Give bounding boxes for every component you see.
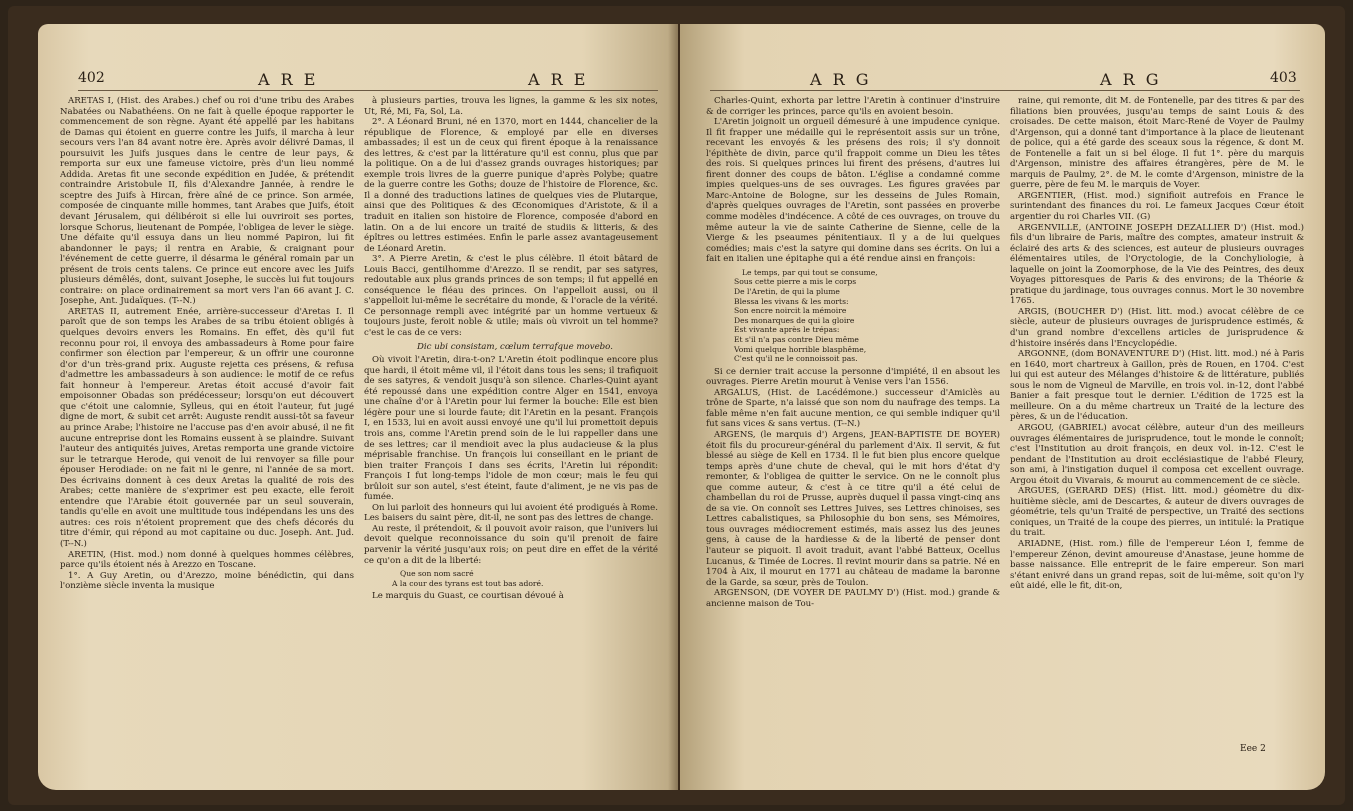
- article-paragraph: 2°. A Léonard Bruni, né en 1370, mort en 1444, chancelier de la république de Florence, & employé par elle en diverses ambassades; il est un de ceux qui firent époque à la renaissance des lettres, & c'est par la littérature qu'il est connu, plus que par la politique. On a de lui d'assez grands ouvrages historiques; par exemple trois livres de la guerre punique d'après Polybe; quatre de la guerre contre les Goths; douze de l'histoire de Florence, &c. Il a donné des traductions latines de quelques vies de Plutarque, ainsi que des Politiques & des Œconomiques d'Aristote, & il a traduit en italien son histoire de Florence, composée d'abord en latin. On a de lui encore un traité de studiis & litteris, & des épîtres ou lettres estimées. Enfin le parle assez avantageusement de Léonard Aretin.: [364, 117, 658, 254]
- article-paragraph: raine, qui remonte, dit M. de Fontenelle, par des titres & par des filiations bien prouvées, jusqu'au temps de saint Louis & des croisades. De cette maison, étoit Marc-René de Voyer de Paulmy d'Argenson, qui a donné tant d'importance à la place de lieutenant de police, qui a été garde des sceaux sous la régence, & dont M. de Fontenelle a fait un si bel éloge. Il fut 1°. père du marquis d'Argenson, ministre des affaires étrangères, père de M. le marquis de Paulmy, 2°. de M. le comte d'Argenson, ministre de la guerre, père de feu M. le marquis de Voyer.: [1010, 96, 1304, 191]
- verse-block: Que son nom sacré A la cour des tyrans est tout bas adoré.: [392, 569, 544, 588]
- left-header-rule: [78, 90, 658, 91]
- right-header-rule: [710, 90, 1300, 91]
- article-paragraph: L'Aretin joignoit un orgueil démesuré à une impudence cynique. Il fit frapper une médaille qui le représentoit assis sur un trône, recevant les envoyés & les présens des rois; il s'y donnoit l'épithète de divin, parce qu'il frappoit comme un Dieu les têtes des rois. Si quelques princes lui firent des présens, d'autres lui firent donner des coups de bâton. L'église a condamné comme impies quelques-uns de ses ouvrages. Les figures gravées par Marc-Antoine de Bologne, sur les desseins de Jules Romain, d'après quelques ouvrages de l'Aretin, sont passées en proverbe comme modèles d'indécence. A côté de ces ouvrages, on trouve du même auteur la vie de sainte Catherine de Sienne, celle de la Vierge & les pseaumes pénitentiaux. Il y a de lui quelques comédies; mais c'est la satyre qui domine dans ses écrits. On lui a fait en italien une épitaphe qui a été rendue ainsi en françois:: [706, 117, 1000, 265]
- article-paragraph: ARETIN, (Hist. mod.) nom donné à quelques hommes célèbres, parce qu'ils étoient nés à Arezzo en Toscane.: [60, 549, 354, 571]
- article-paragraph: à plusieurs parties, trouva les lignes, la gamme & les six notes, Ut, Ré, Mi, Fa, Sol, La.: [364, 96, 658, 117]
- article-paragraph: ARGENS, (le marquis d') Argens, JEAN-BAPTISTE DE BOYER) étoit fils du procureur-général du parlement d'Aix. Il servit, & fut blessé au siège de Kell en 1734. Il le fut bien plus encore quelque temps après d'une chute de cheval, qui le mit hors d'état d'y remonter, & l'obligea de quitter le service. On ne le connoît plus que comme auteur, & c'est à ce titre qu'il a été celui de chambellan du roi de Prusse, auprès duquel il passa vingt-cinq ans de sa vie. On connoît ses Lettres Juives, ses Lettres chinoises, ses Lettres cabalistiques, sa Philosophie du bon sens, ses Mémoires, tous ouvrages médiocrement estimés, mais assez lus des jeunes gens, à cause de la hardiesse & de la liberté de penser dont l'auteur se piquoit. Il avoit traduit, avant l'abbé Batteux, Ocellus Lucanus, & Timée de Locres. Il revint mourir dans sa patrie. Né en 1704 à Aix, il mourut en 1771 au château de madame la baronne de la Garde, sa sœur, près de Toulon.: [706, 429, 1000, 588]
- right-column-2: [1010, 96, 1304, 736]
- article-paragraph: 1°. A Guy Aretin, ou d'Arezzo, moine bénédictin, qui dans l'onzième siècle inventa la musique: [60, 570, 354, 592]
- article-paragraph: Si ce dernier trait accuse la personne d'impiété, il en absout les ouvrages. Pierre Aretin mourut à Venise vers l'an 1556.: [706, 366, 1000, 388]
- article-paragraph: ARGUES, (GERARD DES) (Hist. litt. mod.) géomètre du dix-huitième siècle, ami de Descartes, & auteur de divers ouvrages de géométrie, tels qu'un Traité de perspective, un Traité des sections coniques, un Traité de la coupe des pierres, un intitulé: la Pratique du trait.: [1010, 486, 1304, 539]
- left-column-1: [60, 96, 354, 736]
- left-running-head-col2: A R E: [528, 70, 589, 89]
- verse-block: Le temps, par qui tout se consume, Sous cette pierre a mis le corps De l'Aretin, de qui la plume Blessa les vivans & les morts: Son encre noircit la mémoire Des monarques de qui la gloire Est vivante après le trépas: Et s'il n'a pas contre Dieu même Vomi quelque horrible blasphême, C'est qu'il ne le connoissoit pas.: [734, 267, 878, 364]
- article-paragraph: ARGOU, (GABRIEL) avocat célèbre, auteur d'un des meilleurs ouvrages élémentaires de jurisprudence, tout le monde le connoît; c'est l'Institution au droit françois, en deux vol. in-12. C'est le pendant de l'Institution au droit ecclésiastique de l'abbé Fleury, son ami, à l'instigation duquel il composa cet excellent ouvrage. Argou étoit du Vivarais, & mourut au commencement de ce siècle.: [1010, 422, 1304, 486]
- book-spread: [8, 6, 1345, 805]
- article-paragraph: 3°. A Pierre Aretin, & c'est le plus célèbre. Il étoit bâtard de Louis Bacci, gentilhomme d'Arezzo. Il se rendit, par ses satyres, redoutable aux plus grands princes de son temps; il fut appellé en conséquence le fléau des princes. On l'appelloit aussi, ou il s'appelloit lui-même le secrétaire du monde, & l'oracle de la vérité. Ce personnage rempli avec intégrité par un homme vertueux & toujours juste, feroit noble & utile; mais où vivroit un tel homme? c'est le cas de ce vers:: [364, 254, 658, 339]
- article-paragraph: Où vivoit l'Aretin, dira-t-on? L'Aretin étoit podlinque encore plus que hardi, il étoit même vil, il l'étoit dans tous les sens; il trafiquoit de ses satyres, & vendoit jusqu'à son silence. Charles-Quint ayant été repoussé dans une expédition contre Alger en 1541, envoya une chaîne d'or à l'Aretin pour lui fermer la bouche: Elle est bien légère pour une si lourde faute; dit l'Aretin en la pesant. François I, en 1533, lui en avoit aussi envoyé une qu'il lui promettoit depuis trois ans, comme l'Aretin prend soin de le lui rappeller dans une de ses lettres; car il mendioit avec la plus audacieuse & la plus méprisable franchise. Un françois lui conseillant en le priant de bien traiter François I dans ses écrits, l'Aretin lui répondit: François I fut long-temps l'idole de mon cœur; mais le feu qui brûloit sur son autel, s'est éteint, faute d'aliment, je ne vis pas de fumée.: [364, 355, 658, 503]
- left-page: [38, 24, 678, 790]
- article-paragraph: ARIADNE, (Hist. rom.) fille de l'empereur Léon I, femme de l'empereur Zénon, devint amoureuse d'Anastase, jeune homme de basse naissance. Elle entreprit de le faire empereur. Son mari s'étant enivré dans un grand repas, soit de lui-même, soit qu'on l'y eût aidé, elle le fit, dit-on,: [1010, 538, 1304, 592]
- right-running-head: A R G: [810, 70, 872, 89]
- article-paragraph: Le marquis du Guast, ce courtisan dévoué à: [372, 591, 564, 602]
- article-paragraph: ARETAS I, (Hist. des Arabes.) chef ou roi d'une tribu des Arabes Nabatées ou Nabathéens. On ne fait à quelle époque rapporter le commencement de son règne. Ayant été appellé par les habitans de Damas qui étoient en guerre contre les Juifs, il marcha à leur secours vers l'an 84 avant notre ère. Après avoir délivré Damas, il poursuivit les Juifs jusques dans le centre de leur pays, & remporta sur eux une fameuse victoire, près d'un lieu nommé Addida. Aretas fit une seconde expédition en Judée, & prétendit contraindre Aristobule II, fils d'Alexandre Jannée, à rendre le sceptre des Juifs à Hircan, frère aîné de ce prince. Son armée, composée de cinquante mille hommes, tant Arabes que Juifs, étoit devant Jérusalem, qui délibéroit si elle lui ouvriroit ses portes, lorsque Schorus, lieutenant de Pompée, l'obligea de lever le siège. Une défaite qu'il essuya dans un lieu nommé Papiron, lui fit abandonner le pays; il rentra en Arabie, & craignant pour l'événement de cette guerre, il désarma le général romain par un présent de trois cents talens. Ce prince eut encore avec les Juifs plusieurs démêlés, dont, suivant Josephe, le succès lui fut toujours contraire: on place ordinairement sa mort vers l'an 66 avant J. C. Josephe, Ant. Judaïques. (T--N.): [60, 96, 354, 307]
- article-paragraph: On lui parloit des honneurs qui lui avoient été prodigués à Rome. Les baisers du saint père, dit-il, ne sont pas des lettres de change.: [364, 502, 658, 524]
- article-paragraph: ARGONNE, (dom BONAVENTURE D') (Hist. litt. mod.) né à Paris en 1640, mort chartreux à Gaillon, près de Rouen, en 1704. C'est lui qui est auteur des Mélanges d'histoire & de littérature, publiés sous le nom de Vigneul de Marville, en trois vol. in-12, dont l'abbé Banier a fait presque tout le dernier. L'édition de 1725 est la meilleure. On a du même chartreux un Traité de la lecture des pères, & un de l'éducation.: [1010, 349, 1304, 423]
- article-paragraph: ARGENTIER, (Hist. mod.) signifioit autrefois en France le surintendant des finances du roi. Le fameux Jacques Cœur étoit argentier du roi Charles VII. (G): [1010, 190, 1304, 223]
- article-paragraph: ARGENVILLE, (ANTOINE JOSEPH DEZALLIER D') (Hist. mod.) fils d'un libraire de Paris, maître des comptes, amateur instruit & éclairé des arts & des sciences, est auteur de plusieurs ouvrages élémentaires utiles, de l'Oryctologie, de la Conchyliologie, à laquelle on joint la Zoomorphose, de la Vie des Peintres, des deux Voyages pittoresques de Paris & des environs; de la Théorie & pratique du jardinage, tous ouvrages connus. Mort le 30 novembre 1765.: [1010, 222, 1304, 307]
- right-page-number: 403: [1270, 70, 1297, 86]
- article-paragraph: ARETAS II, autrement Enée, arrière-successeur d'Aretas I. Il paroît que de son temps les Arabes de sa tribu étoient obligés à quelques devoirs envers les Romains. En effet, dès qu'il fut reconnu pour roi, il envoya des ambassadeurs à Rome pour faire confirmer son élection par l'empereur, & un offrir une couronne d'or d'un très-grand prix. Auguste rejetta ces présens, & refusa d'admettre les ambassadeurs à son audience: le motif de ce refus fait honneur à l'empereur. Aretas étoit accusé d'avoir fait empoisonner Obadas son prédécesseur; lorsqu'on eut découvert que c'étoit une calomnie, Sylleus, qui en étoit l'auteur, fut jugé digne de mort, & subit cet arrêt: Auguste rendit aussi-tôt sa faveur au prince Arabe; l'histoire ne l'accuse pas d'en avoir abusé, il ne fit aucune entreprise dont les Romains eussent à se plaindre. Suivant l'auteur des antiquités juives, Aretas remporta une grande victoire sur le tetrarque Herode, qui venoit de lui renvoyer sa fille pour épouser Herodiade: on ne fait ni le genre, ni l'année de sa mort. Des écrivains donnent à ces deux Aretas la qualité de rois des Arabes; cette manière de s'exprimer est peu exacte, elle feroit entendre que l'Arabie étoit gouvernée par un seul souverain, tandis qu'elle en avoit une multitude tous indépendans les uns des autres: ces rois n'étoient proprement que des chefs décorés du titre d'émir, qui répond au mot capitaine ou duc. Joseph. Ant. Jud. (T--N.): [60, 306, 354, 549]
- right-column-1: [706, 96, 1000, 736]
- article-paragraph: Au reste, il prétendoit, & il pouvoit avoir raison, que l'univers lui devoit quelque reconnoissance du soin qu'il prenoit de faire parvenir la vérité jusqu'aux rois; on peut dire en effet de la vérité ce qu'on a dit de la liberté:: [364, 523, 658, 566]
- quote-line: Dic ubi consistam, cœlum terrafque movebo.: [417, 341, 613, 352]
- signature-mark: Eee 2: [1240, 744, 1266, 754]
- article-paragraph: ARGIS, (BOUCHER D') (Hist. litt. mod.) avocat célèbre de ce siècle, auteur de plusieurs ouvrages de jurisprudence estimés, & d'un grand nombre d'excellens articles de jurisprudence & d'histoire insérés dans l'Encyclopédie.: [1010, 306, 1304, 349]
- right-running-head-col2: A R G: [1100, 70, 1162, 89]
- article-paragraph: ARGENSON, (DE VOYER DE PAULMY D') (Hist. mod.) grande & ancienne maison de Tou-: [706, 588, 1000, 609]
- left-page-number: 402: [78, 70, 105, 86]
- article-paragraph: ARGALUS, (Hist. de Lacédémone.) successeur d'Amiclès au trône de Sparte, n'a laissé que son nom du naufrage des temps. La fable même n'en fait aucune mention, ce qui semble indiquer qu'il fut sans vices & sans vertus. (T--N.): [706, 387, 1000, 430]
- right-page: [680, 24, 1325, 790]
- left-running-head: A R E: [258, 70, 319, 89]
- left-column-2: [364, 96, 658, 736]
- article-paragraph: Charles-Quint, exhorta par lettre l'Aretin à continuer d'instruire & de corriger les princes, parce qu'ils en avoient besoin.: [706, 96, 1000, 117]
